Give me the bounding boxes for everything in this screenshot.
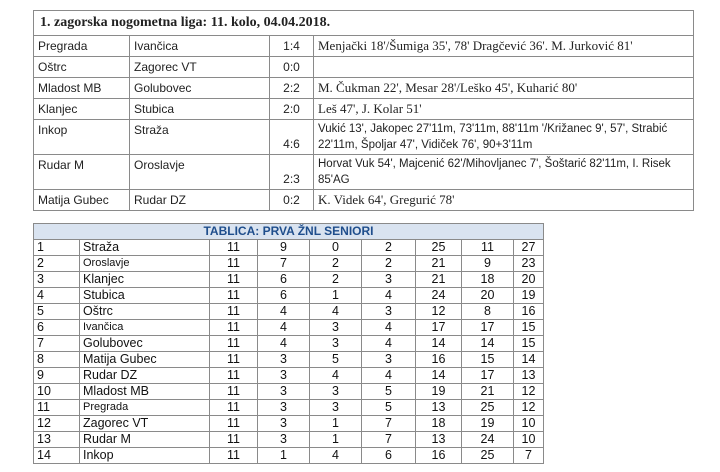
position: 3 [34, 272, 80, 288]
goal-scorers: Menjački 18'/Šumiga 35', 78' Dragčević 36'. M. Jurković 81' [314, 36, 694, 57]
match-row [34, 78, 694, 99]
lost: 4 [362, 288, 416, 304]
lost: 3 [362, 352, 416, 368]
team-name: Oroslavje [80, 256, 210, 272]
home-team: Mladost MB [34, 78, 130, 99]
won: 3 [258, 384, 310, 400]
position: 8 [34, 352, 80, 368]
drawn: 1 [310, 432, 362, 448]
home-team: Pregrada [34, 36, 130, 57]
results-title-row [34, 11, 694, 36]
away-team: Stubica [130, 99, 270, 120]
team-name: Stubica [80, 288, 210, 304]
standings-row [34, 416, 544, 432]
match-row [34, 190, 694, 211]
position: 11 [34, 400, 80, 416]
drawn: 1 [310, 416, 362, 432]
drawn: 3 [310, 320, 362, 336]
standings-row [34, 384, 544, 400]
goal-scorers [314, 57, 694, 78]
won: 7 [258, 256, 310, 272]
won: 3 [258, 400, 310, 416]
points: 20 [514, 272, 544, 288]
standings-row [34, 320, 544, 336]
standings-row [34, 240, 544, 256]
drawn: 3 [310, 384, 362, 400]
goals-against: 18 [462, 272, 514, 288]
lost: 2 [362, 256, 416, 272]
played: 11 [210, 272, 258, 288]
lost: 5 [362, 384, 416, 400]
won: 3 [258, 368, 310, 384]
team-name: Straža [80, 240, 210, 256]
goals-for: 16 [416, 448, 462, 464]
standings-title: TABLICA: PRVA ŽNL SENIORI [33, 223, 544, 239]
played: 11 [210, 448, 258, 464]
team-name: Ivančica [80, 320, 210, 336]
goals-against: 25 [462, 448, 514, 464]
standings-row [34, 352, 544, 368]
position: 13 [34, 432, 80, 448]
goals-against: 9 [462, 256, 514, 272]
home-team: Inkop [34, 120, 130, 155]
points: 15 [514, 336, 544, 352]
standings-row [34, 288, 544, 304]
position: 2 [34, 256, 80, 272]
played: 11 [210, 368, 258, 384]
played: 11 [210, 400, 258, 416]
away-team: Rudar DZ [130, 190, 270, 211]
position: 4 [34, 288, 80, 304]
match-result: 2:2 [270, 78, 314, 99]
goals-against: 14 [462, 336, 514, 352]
points: 12 [514, 400, 544, 416]
standings-row [34, 432, 544, 448]
won: 3 [258, 416, 310, 432]
points: 14 [514, 352, 544, 368]
lost: 4 [362, 368, 416, 384]
points: 19 [514, 288, 544, 304]
drawn: 3 [310, 400, 362, 416]
drawn: 3 [310, 336, 362, 352]
goals-for: 18 [416, 416, 462, 432]
points: 7 [514, 448, 544, 464]
match-result: 2:3 [270, 155, 314, 190]
played: 11 [210, 240, 258, 256]
won: 4 [258, 336, 310, 352]
standings-row [34, 448, 544, 464]
position: 10 [34, 384, 80, 400]
points: 15 [514, 320, 544, 336]
goals-for: 14 [416, 368, 462, 384]
goals-for: 17 [416, 320, 462, 336]
played: 11 [210, 384, 258, 400]
points: 10 [514, 416, 544, 432]
goals-for: 19 [416, 384, 462, 400]
drawn: 4 [310, 448, 362, 464]
points: 16 [514, 304, 544, 320]
goals-for: 21 [416, 272, 462, 288]
goals-against: 21 [462, 384, 514, 400]
drawn: 1 [310, 288, 362, 304]
goals-against: 15 [462, 352, 514, 368]
drawn: 5 [310, 352, 362, 368]
match-result: 4:6 [270, 120, 314, 155]
goal-scorers: M. Čukman 22', Mesar 28'/Leško 45', Kuharić 80' [314, 78, 694, 99]
won: 1 [258, 448, 310, 464]
lost: 7 [362, 416, 416, 432]
match-row [34, 36, 694, 57]
lost: 3 [362, 304, 416, 320]
away-team: Straža [130, 120, 270, 155]
standings-row [34, 256, 544, 272]
played: 11 [210, 336, 258, 352]
match-result: 0:2 [270, 190, 314, 211]
goals-against: 17 [462, 368, 514, 384]
lost: 2 [362, 240, 416, 256]
results-table [33, 10, 694, 211]
standings-row [34, 368, 544, 384]
won: 3 [258, 432, 310, 448]
goals-against: 17 [462, 320, 514, 336]
position: 12 [34, 416, 80, 432]
position: 1 [34, 240, 80, 256]
away-team: Oroslavje [130, 155, 270, 190]
team-name: Klanjec [80, 272, 210, 288]
standings-row [34, 336, 544, 352]
home-team: Rudar M [34, 155, 130, 190]
match-row [34, 120, 694, 155]
points: 13 [514, 368, 544, 384]
drawn: 2 [310, 272, 362, 288]
position: 14 [34, 448, 80, 464]
goals-for: 21 [416, 256, 462, 272]
away-team: Golubovec [130, 78, 270, 99]
match-result: 0:0 [270, 57, 314, 78]
standings-table [33, 223, 544, 464]
played: 11 [210, 432, 258, 448]
home-team: Klanjec [34, 99, 130, 120]
team-name: Matija Gubec [80, 352, 210, 368]
won: 4 [258, 320, 310, 336]
match-result: 2:0 [270, 99, 314, 120]
team-name: Rudar DZ [80, 368, 210, 384]
match-row [34, 155, 694, 190]
points: 10 [514, 432, 544, 448]
position: 9 [34, 368, 80, 384]
played: 11 [210, 352, 258, 368]
home-team: Matija Gubec [34, 190, 130, 211]
away-team: Ivančica [130, 36, 270, 57]
goals-against: 20 [462, 288, 514, 304]
team-name: Zagorec VT [80, 416, 210, 432]
position: 6 [34, 320, 80, 336]
points: 23 [514, 256, 544, 272]
lost: 4 [362, 336, 416, 352]
played: 11 [210, 320, 258, 336]
lost: 4 [362, 320, 416, 336]
won: 4 [258, 304, 310, 320]
lost: 7 [362, 432, 416, 448]
results-title: 1. zagorska nogometna liga: 11. kolo, 04.04.2018. [34, 11, 694, 36]
goals-against: 25 [462, 400, 514, 416]
team-name: Inkop [80, 448, 210, 464]
standings-row [34, 400, 544, 416]
goals-against: 8 [462, 304, 514, 320]
drawn: 2 [310, 256, 362, 272]
drawn: 4 [310, 368, 362, 384]
goal-scorers: K. Videk 64', Gregurić 78' [314, 190, 694, 211]
goals-for: 12 [416, 304, 462, 320]
drawn: 0 [310, 240, 362, 256]
played: 11 [210, 416, 258, 432]
played: 11 [210, 256, 258, 272]
match-row [34, 57, 694, 78]
position: 7 [34, 336, 80, 352]
lost: 5 [362, 400, 416, 416]
won: 9 [258, 240, 310, 256]
match-row [34, 99, 694, 120]
goals-for: 25 [416, 240, 462, 256]
away-team: Zagorec VT [130, 57, 270, 78]
lost: 6 [362, 448, 416, 464]
played: 11 [210, 304, 258, 320]
goals-for: 16 [416, 352, 462, 368]
home-team: Oštrc [34, 57, 130, 78]
team-name: Pregrada [80, 400, 210, 416]
goals-against: 24 [462, 432, 514, 448]
played: 11 [210, 288, 258, 304]
goals-against: 11 [462, 240, 514, 256]
goals-for: 14 [416, 336, 462, 352]
lost: 3 [362, 272, 416, 288]
standings-row [34, 304, 544, 320]
match-result: 1:4 [270, 36, 314, 57]
team-name: Mladost MB [80, 384, 210, 400]
points: 27 [514, 240, 544, 256]
standings-row [34, 272, 544, 288]
won: 6 [258, 288, 310, 304]
team-name: Oštrc [80, 304, 210, 320]
won: 6 [258, 272, 310, 288]
goal-scorers: Vukić 13', Jakopec 27'11m, 73'11m, 88'11m '/Križanec 9', 57', Strabić 22'11m, Špoljar 47', Vidiček 76', 90+3'11m [314, 120, 694, 155]
goals-for: 24 [416, 288, 462, 304]
goals-for: 13 [416, 400, 462, 416]
goals-for: 13 [416, 432, 462, 448]
drawn: 4 [310, 304, 362, 320]
team-name: Golubovec [80, 336, 210, 352]
goals-against: 19 [462, 416, 514, 432]
position: 5 [34, 304, 80, 320]
goal-scorers: Horvat Vuk 54', Majcenić 62'/Mihovljanec 7', Šoštarić 82'11m, I. Risek 85'AG [314, 155, 694, 190]
points: 12 [514, 384, 544, 400]
goal-scorers: Leš 47', J. Kolar 51' [314, 99, 694, 120]
team-name: Rudar M [80, 432, 210, 448]
won: 3 [258, 352, 310, 368]
